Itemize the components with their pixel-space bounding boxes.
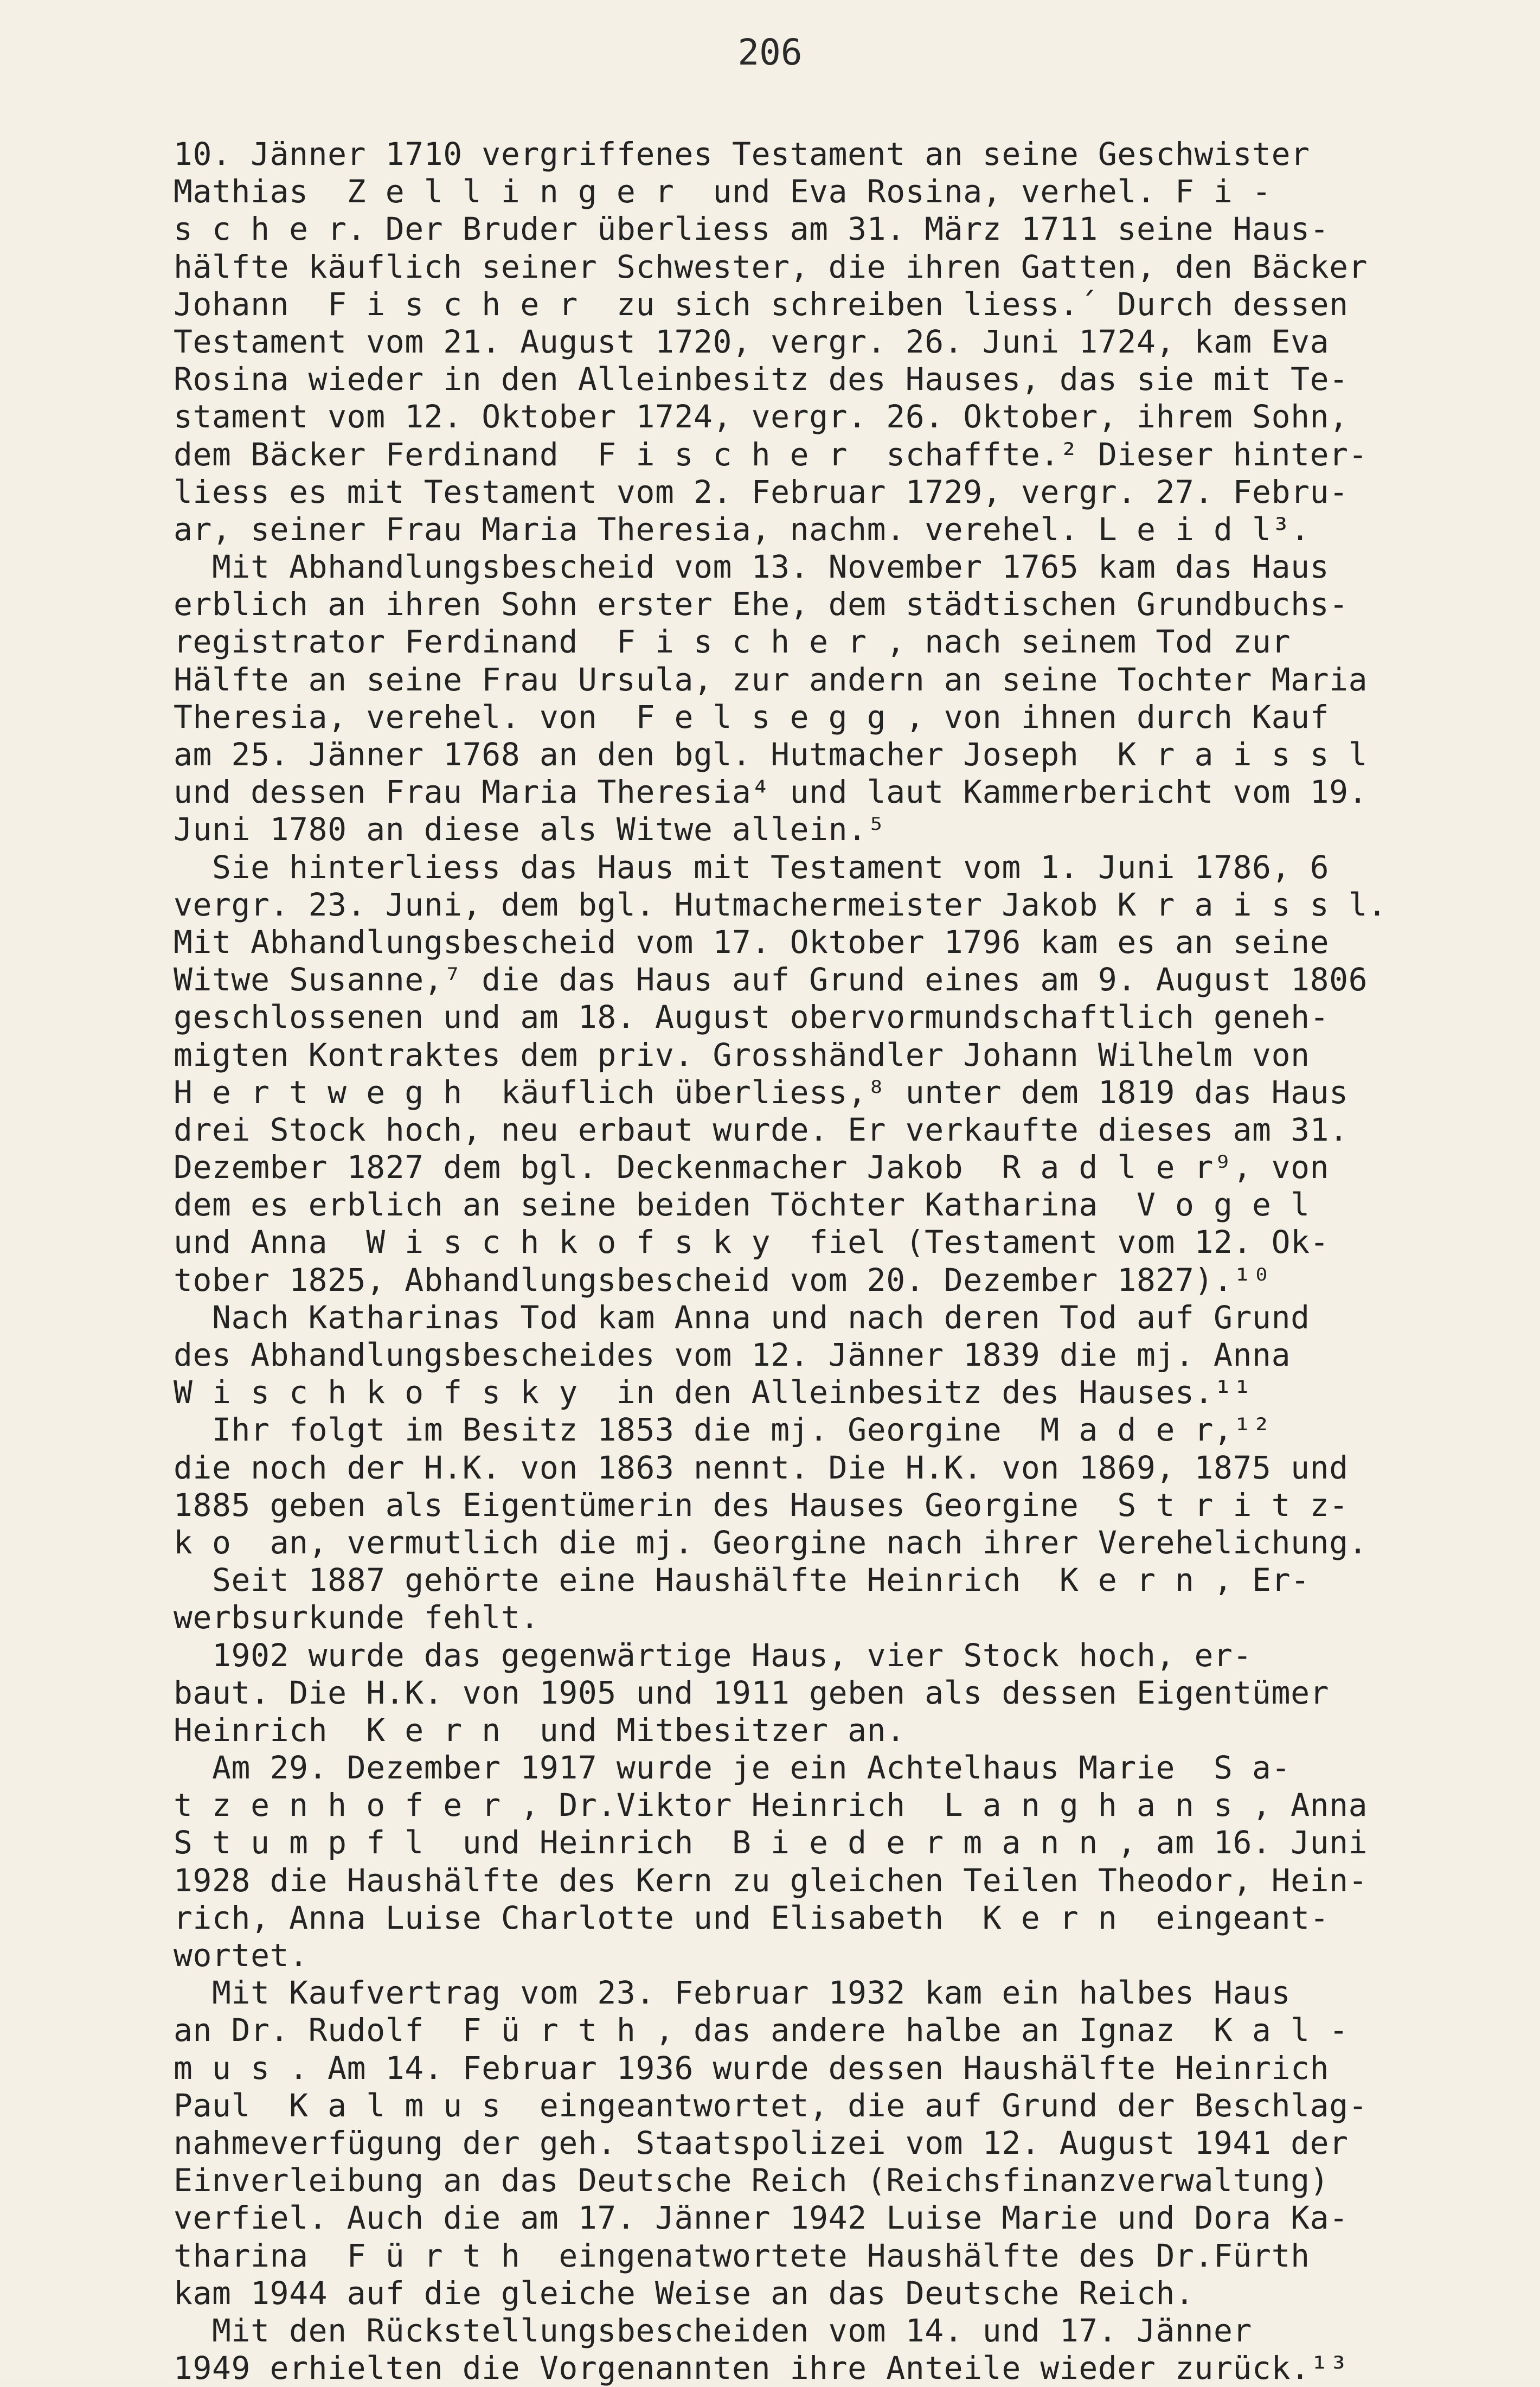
text-line: ar, seiner Frau Maria Theresia, nachm. verehel. L e i d l³. — [174, 510, 1310, 548]
text-line: 1885 geben als Eigentümerin des Hauses Georgine S t r i t z- — [174, 1486, 1349, 1524]
text-line: drei Stock hoch, neu erbaut wurde. Er verkaufte dieses am 31. — [174, 1111, 1349, 1148]
text-line: werbsurkunde fehlt. — [174, 1599, 540, 1636]
text-line: Dezember 1827 dem bgl. Deckenmacher Jakob R a d l e r⁹, von — [174, 1149, 1330, 1186]
text-line: und Anna W i s c h k o f s k y fiel (Testament vom 12. Ok- — [174, 1224, 1330, 1261]
text-line: Nach Katharinas Tod kam Anna und nach deren Tod auf Grund — [174, 1298, 1310, 1336]
text-line: Johann F i s c h e r zu sich schreiben liess.´ Durch dessen — [174, 285, 1349, 323]
text-line: baut. Die H.K. von 1905 und 1911 geben als dessen Eigentümer — [174, 1674, 1330, 1711]
text-line: verfiel. Auch die am 17. Jänner 1942 Luise Marie und Dora Ka- — [174, 2199, 1349, 2237]
text-line: Witwe Susanne,⁷ die das Haus auf Grund eines am 9. August 1806 — [174, 961, 1368, 999]
text-line: wortet. — [174, 1937, 309, 1974]
text-line: 1949 erhielten die Vorgenannten ihre Anteile wieder zurück.¹³ — [174, 2350, 1349, 2387]
text-line: 1928 die Haushälfte des Kern zu gleichen Teilen Theodor, Hein- — [174, 1861, 1368, 1899]
text-line: Rosina wieder in den Alleinbesitz des Hauses, das sie mit Te- — [174, 361, 1349, 398]
text-line: Mit Kaufvertrag vom 23. Februar 1932 kam ein halbes Haus — [174, 1974, 1291, 2012]
text-line: Mit den Rückstellungsbescheiden vom 14. und 17. Jänner — [174, 2312, 1253, 2349]
text-line: Seit 1887 gehörte eine Haushälfte Heinrich K e r n , Er- — [174, 1562, 1310, 1599]
text-line: geschlossenen und am 18. August obervormundschaftlich geneh- — [174, 999, 1330, 1036]
text-line: 1902 wurde das gegenwärtige Haus, vier Stock hoch, er- — [174, 1636, 1253, 1674]
text-line: am 25. Jänner 1768 an den bgl. Hutmacher Joseph K r a i s s l — [174, 736, 1368, 773]
text-line: Mit Abhandlungsbescheid vom 17. Oktober 1796 kam es an seine — [174, 923, 1330, 961]
text-line: Mathias Z e l l i n g e r und Eva Rosina, verhel. F i - — [174, 173, 1272, 210]
text-line: k o an, vermutlich die mj. Georgine nach ihrer Verehelichung. — [174, 1524, 1368, 1561]
text-line: Paul K a l m u s eingeantwortet, die auf Grund der Beschlag- — [174, 2087, 1368, 2124]
text-line: s c h e r. Der Bruder überliess am 31. März 1711 seine Haus- — [174, 210, 1330, 248]
text-line: und dessen Frau Maria Theresia⁴ und laut Kammerbericht vom 19. — [174, 773, 1368, 811]
text-line: nahmeverfügung der geh. Staatspolizei vom 12. August 1941 der — [174, 2124, 1349, 2161]
text-line: t z e n h o f e r , Dr.Viktor Heinrich L a n g h a n s , Anna — [174, 1787, 1368, 1824]
text-line: an Dr. Rudolf F ü r t h , das andere halbe an Ignaz K a l - — [174, 2012, 1349, 2049]
text-line: liess es mit Testament vom 2. Februar 1729, vergr. 27. Febru- — [174, 473, 1349, 510]
text-line: Mit Abhandlungsbescheid vom 13. November 1765 kam das Haus — [174, 548, 1330, 586]
text-line: die noch der H.K. von 1863 nennt. Die H.K. von 1869, 1875 und — [174, 1449, 1349, 1486]
text-line: migten Kontraktes dem priv. Grosshändler Johann Wilhelm von — [174, 1036, 1310, 1073]
text-line: erblich an ihren Sohn erster Ehe, dem städtischen Grundbuchs- — [174, 586, 1349, 623]
text-line: W i s c h k o f s k y in den Alleinbesitz des Hauses.¹¹ — [174, 1374, 1253, 1411]
page-number: 206 — [737, 31, 803, 73]
text-line: tober 1825, Abhandlungsbescheid vom 20. Dezember 1827).¹⁰ — [174, 1261, 1272, 1298]
text-line: Hälfte an seine Frau Ursula, zur andern an seine Tochter Maria — [174, 661, 1368, 698]
text-line: m u s . Am 14. Februar 1936 wurde dessen Haushälfte Heinrich — [174, 2049, 1330, 2087]
text-line: Am 29. Dezember 1917 wurde je ein Achtelhaus Marie S a- — [174, 1749, 1291, 1787]
text-line: Einverleibung an das Deutsche Reich (Reichsfinanzverwaltung) — [174, 2162, 1330, 2199]
text-line: rich, Anna Luise Charlotte und Elisabeth K e r n eingeant- — [174, 1899, 1330, 1936]
text-line: Testament vom 21. August 1720, vergr. 26. Juni 1724, kam Eva — [174, 323, 1330, 360]
text-line: vergr. 23. Juni, dem bgl. Hutmachermeister Jakob K r a i s s l. — [174, 886, 1387, 923]
typescript-body — [174, 136, 1507, 2387]
text-line: Theresia, verehel. von F e l s e g g , von ihnen durch Kauf — [174, 698, 1330, 735]
text-line: hälfte käuflich seiner Schwester, die ihren Gatten, den Bäcker — [174, 248, 1368, 285]
text-line: stament vom 12. Oktober 1724, vergr. 26. Oktober, ihrem Sohn, — [174, 398, 1349, 436]
text-line: Sie hinterliess das Haus mit Testament vom 1. Juni 1786, 6 — [174, 848, 1330, 886]
text-line: Heinrich K e r n und Mitbesitzer an. — [174, 1711, 906, 1749]
text-line: des Abhandlungsbescheides vom 12. Jänner 1839 die mj. Anna — [174, 1336, 1291, 1373]
text-line: dem Bäcker Ferdinand F i s c h e r schaffte.² Dieser hinter- — [174, 436, 1368, 473]
text-line: Juni 1780 an diese als Witwe allein.⁵ — [174, 811, 887, 848]
text-line: H e r t w e g h käuflich überliess,⁸ unter dem 1819 das Haus — [174, 1073, 1349, 1111]
text-line: S t u m p f l und Heinrich B i e d e r m a n n , am 16. Juni — [174, 1824, 1368, 1861]
text-line: tharina F ü r t h eingenatwortete Haushälfte des Dr.Fürth — [174, 2237, 1310, 2274]
text-line: registrator Ferdinand F i s c h e r , nach seinem Tod zur — [174, 623, 1291, 661]
text-line: kam 1944 auf die gleiche Weise an das Deutsche Reich. — [174, 2274, 1195, 2312]
text-line: dem es erblich an seine beiden Töchter Katharina V o g e l — [174, 1186, 1310, 1224]
text-line: Ihr folgt im Besitz 1853 die mj. Georgine M a d e r,¹² — [174, 1411, 1272, 1449]
text-line: 10. Jänner 1710 vergriffenes Testament an seine Geschwister — [174, 136, 1310, 172]
